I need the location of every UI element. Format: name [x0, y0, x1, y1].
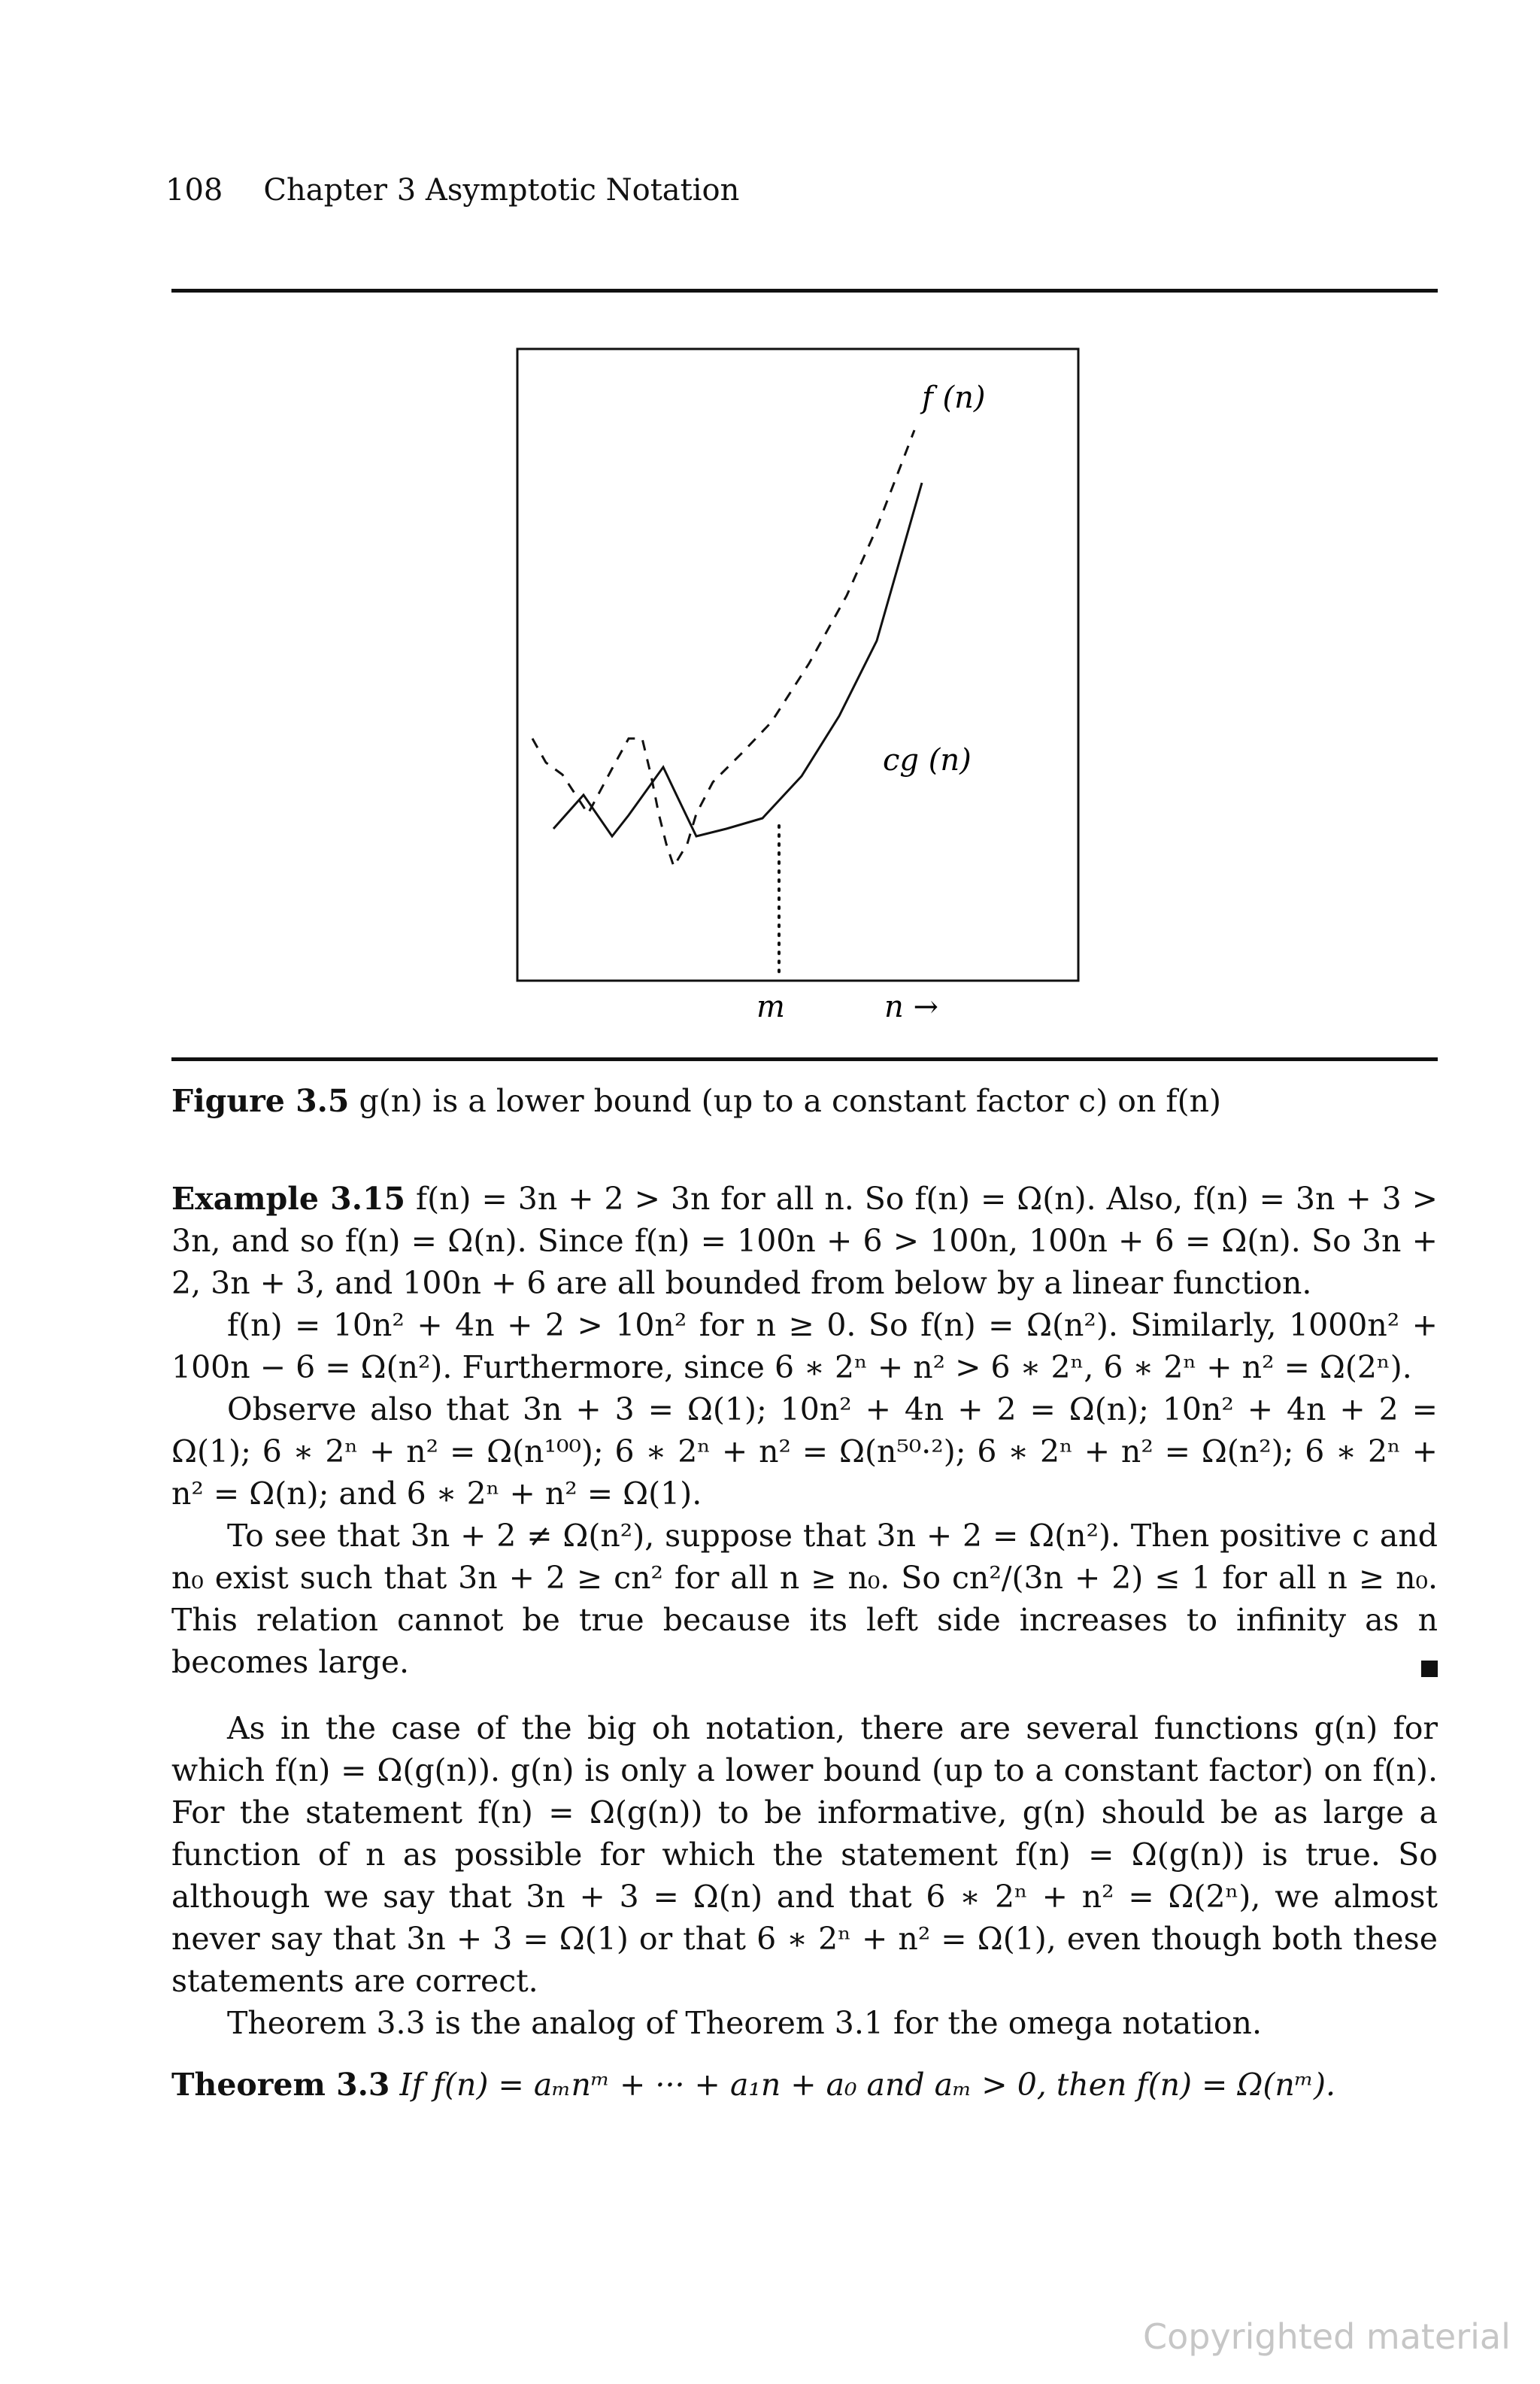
- label-m: m: [756, 990, 785, 1024]
- figure-3-5: [516, 347, 1080, 1024]
- caption-label: Figure 3.5: [171, 1083, 350, 1119]
- example-label: Example 3.15: [171, 1181, 406, 1217]
- body-block: [171, 1707, 1438, 2044]
- top-rule: [171, 289, 1438, 293]
- qed-square: [1421, 1661, 1438, 1677]
- cg-curve: [553, 483, 922, 836]
- chapter-title: Chapter 3 Asymptotic Notation: [263, 173, 740, 208]
- label-cg: cg (n): [883, 743, 972, 778]
- f-curve: [532, 430, 914, 866]
- example-block: [171, 1178, 1438, 1683]
- body-p1: As in the case of the big oh notation, there are several functions g(n) for which f(n) = Ω(g(n)). g(n) is only a lower bound (up to a constant factor) on f(n). For the statement f(n) = Ω(g(n)) to be informative, g(n) should be as large a function of n as possible for which the statement f(n) = Ω(g(n)) is true. So although we say that 3n + 3 = Ω(n) and that 6 ∗ 2ⁿ + n² = Ω(2ⁿ), we almost never say that 3n + 3 = Ω(1) or that 6 ∗ 2ⁿ + n² = Ω(1), even though both these statements are correct.: [171, 1710, 1438, 1999]
- label-n-arrow: n →: [884, 990, 938, 1024]
- theorem-label: Theorem 3.3: [171, 2067, 390, 2103]
- figure-caption: [171, 1083, 1221, 1119]
- example-p4: To see that 3n + 2 ≠ Ω(n²), suppose that 3n + 2 = Ω(n²). Then positive c and n₀ exist such that 3n + 2 ≥ cn² for all n ≥ n₀. So cn²/(3n + 2) ≤ 1 for all n ≥ n₀. This relation cannot be true because its left side increases to infinity as n becomes large.: [171, 1518, 1438, 1680]
- copyright-watermark: Copyrighted material: [1143, 2316, 1511, 2357]
- page-header: [165, 173, 739, 208]
- theorem-text: If f(n) = aₘnᵐ + ··· + a₁n + a₀ and aₘ > 0, then f(n) = Ω(nᵐ).: [390, 2067, 1335, 2103]
- label-f: f (n): [922, 381, 986, 415]
- caption-text: g(n) is a lower bound (up to a constant factor c) on f(n): [349, 1083, 1221, 1119]
- page-number: 108: [165, 173, 223, 208]
- theorem-block: [171, 2064, 1438, 2106]
- example-p3: Observe also that 3n + 3 = Ω(1); 10n² + 4n + 2 = Ω(n); 10n² + 4n + 2 = Ω(1); 6 ∗ 2ⁿ + n² = Ω(n¹⁰⁰); 6 ∗ 2ⁿ + n² = Ω(n⁵⁰·²); 6 ∗ 2ⁿ + n² = Ω(n²); 6 ∗ 2ⁿ + n² = Ω(n); and 6 ∗ 2ⁿ + n² = Ω(1).: [171, 1391, 1438, 1512]
- figure-frame: [517, 349, 1078, 981]
- example-p2: f(n) = 10n² + 4n + 2 > 10n² for n ≥ 0. So f(n) = Ω(n²). Similarly, 1000n² + 100n − 6 = Ω(n²). Furthermore, since 6 ∗ 2ⁿ + n² > 6 ∗ 2ⁿ, 6 ∗ 2ⁿ + n² = Ω(2ⁿ).: [171, 1307, 1438, 1385]
- bottom-rule: [171, 1057, 1438, 1061]
- body-p2: Theorem 3.3 is the analog of Theorem 3.1 for the omega notation.: [227, 2005, 1262, 2041]
- example-p1: f(n) = 3n + 2 > 3n for all n. So f(n) = Ω(n). Also, f(n) = 3n + 3 > 3n, and so f(n) = Ω(n). Since f(n) = 100n + 6 > 100n, 100n + 6 = Ω(n). So 3n + 2, 3n + 3, and 100n + 6 are all bounded from below by a linear function.: [171, 1181, 1438, 1301]
